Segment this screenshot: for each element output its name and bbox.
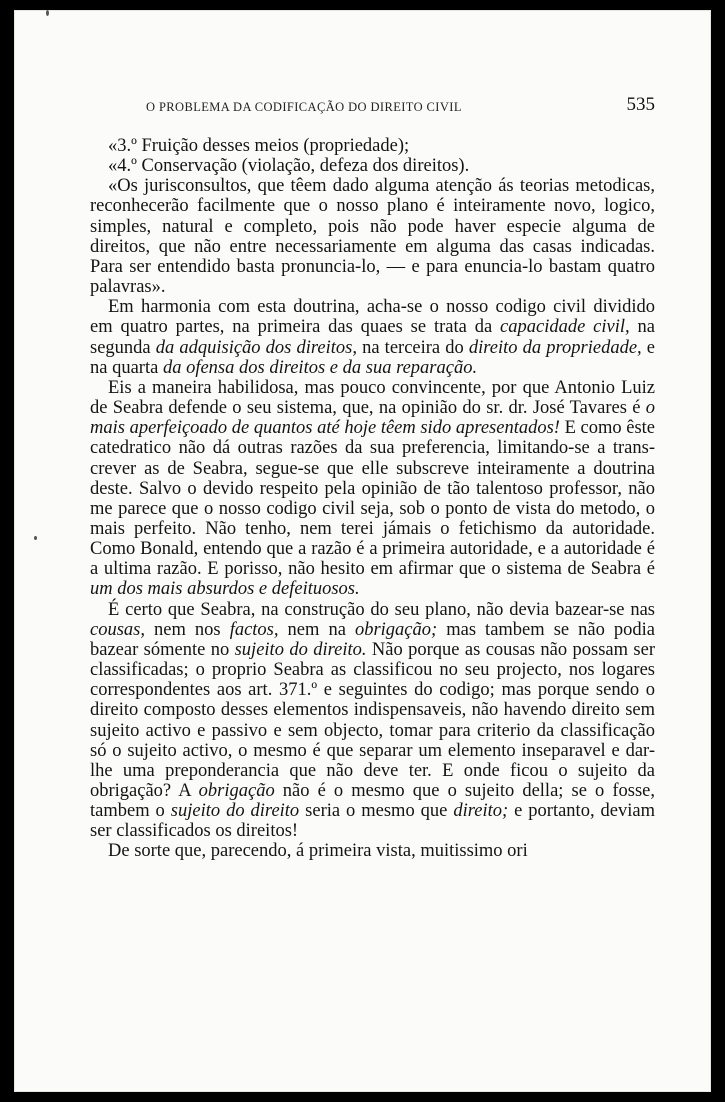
paragraph <box>90 378 655 600</box>
text-run: nem nos <box>145 619 230 640</box>
italic-phrase: direito da propriedade, <box>468 337 642 358</box>
text-run: «4.º Conservação (violação, defeza dos direitos). <box>108 156 470 177</box>
italic-phrase: capacidade civil, <box>500 317 630 338</box>
paragraph <box>90 841 655 861</box>
text-run: «Os jurisconsultos, que têem dado alguma atenção ás teorias metodicas, reconhecerão facilmente que o nosso plano é inteiramente novo, logico, simples, natural e completo, pois não pode haver especie alguma de direitos, que não entre necessariamente em alguma das casas indicadas. Para ser entendido basta pronuncia-lo, — e para enuncia-lo bastam quatro palavras». <box>90 176 655 298</box>
text-run: Eis a maneira habilidosa, mas pouco convincente, por que Antonio Luiz de Seabra defende o seu sistema, que, na opinião do sr. dr. José Tavares é <box>90 377 655 419</box>
paragraph <box>90 176 655 297</box>
italic-phrase: o mais aperfeiçoado de quantos até hoje têem sido apresentados! <box>90 398 655 439</box>
print-speck <box>34 536 37 540</box>
italic-phrase: sujeito do direito. <box>234 639 367 660</box>
text-run: mas tambem se não podia bazear sómente no <box>90 619 655 660</box>
running-head <box>90 96 655 118</box>
text-run: Não porque as cousas não possam ser classificadas; o proprio Seabra as classificou no seu projecto, nos logares correspondentes aos art. 371.º e seguintes do codigo; mas porque sendo o direito composto desses elementos indispensaveis, não havendo direito sem sujeito activo e passivo e sem objecto, tomar para criterio da classificação só o sujeito activo, o mesmo é que separar um elemento inseparavel e dar-lhe uma preponderancia que não deve ter. E onde ficou o sujeito da obrigação? A <box>90 639 655 801</box>
italic-phrase: factos, <box>229 619 279 640</box>
text-run: É certo que Seabra, na construção do seu plano, não devia bazear-se nas <box>108 599 655 620</box>
paragraph <box>90 156 655 176</box>
text-run: Em harmonia com esta doutrina, acha-se o nosso codigo civil dividido em quatro partes, na primeira das quaes se trata da <box>90 297 655 338</box>
book-page <box>14 10 711 1092</box>
italic-phrase: cousas, <box>90 619 145 640</box>
text-run: e na quarta <box>90 337 656 378</box>
italic-phrase: da adquisição dos direitos, <box>155 337 357 358</box>
text-run: E como êste catedratico não dá outras razões da sua preferencia, limitando-se a transcrever as de Seabra, segue-se que elle subscreve inteiramente a doutrina deste. Salvo o devido respeito pela opinião de tão talentoso professor, não me parece que o nosso codigo civil seja, sob o ponto de vista do metodo, o mais perfeito. Não tenho, nem terei jámais o fetichismo da autoridade. Como Bonald, entendo que a razão é a primeira autoridade, e a autoridade é a ultima razão. E porisso, não hesito em afirmar que o sistema de Seabra é <box>90 418 656 580</box>
paragraph <box>90 600 655 842</box>
italic-phrase: sujeito do direito <box>170 801 300 822</box>
text-run: na segunda <box>90 317 655 358</box>
paragraph <box>90 136 655 156</box>
running-title: O PROBLEMA DA CODIFICAÇÃO DO DIREITO CIVIL <box>146 100 462 114</box>
text-run: De sorte que, parecendo, á primeira vista, muitissimo ori <box>108 841 528 862</box>
text-run: e portanto, deviam ser classificados os direitos! <box>90 801 655 842</box>
text-run: «3.º Fruição desses meios (propriedade); <box>108 136 410 156</box>
italic-phrase: direito; <box>453 801 509 822</box>
print-speck <box>46 10 49 16</box>
italic-phrase: obrigação; <box>354 619 438 640</box>
italic-phrase: da ofensa dos direitos e da sua reparação. <box>162 357 478 378</box>
text-run: nem na <box>278 619 355 640</box>
text-run: não é o mesmo que o sujeito della; se o fosse, tambem o <box>90 781 655 822</box>
page-number: 535 <box>626 94 655 115</box>
text-run: na terceira do <box>356 337 469 358</box>
text-run: seria o mesmo que <box>299 801 454 822</box>
italic-phrase: obrigação <box>198 781 275 801</box>
paragraph <box>90 297 655 378</box>
italic-phrase: um dos mais absurdos e defeituosos. <box>90 579 360 600</box>
body-text <box>90 136 655 862</box>
